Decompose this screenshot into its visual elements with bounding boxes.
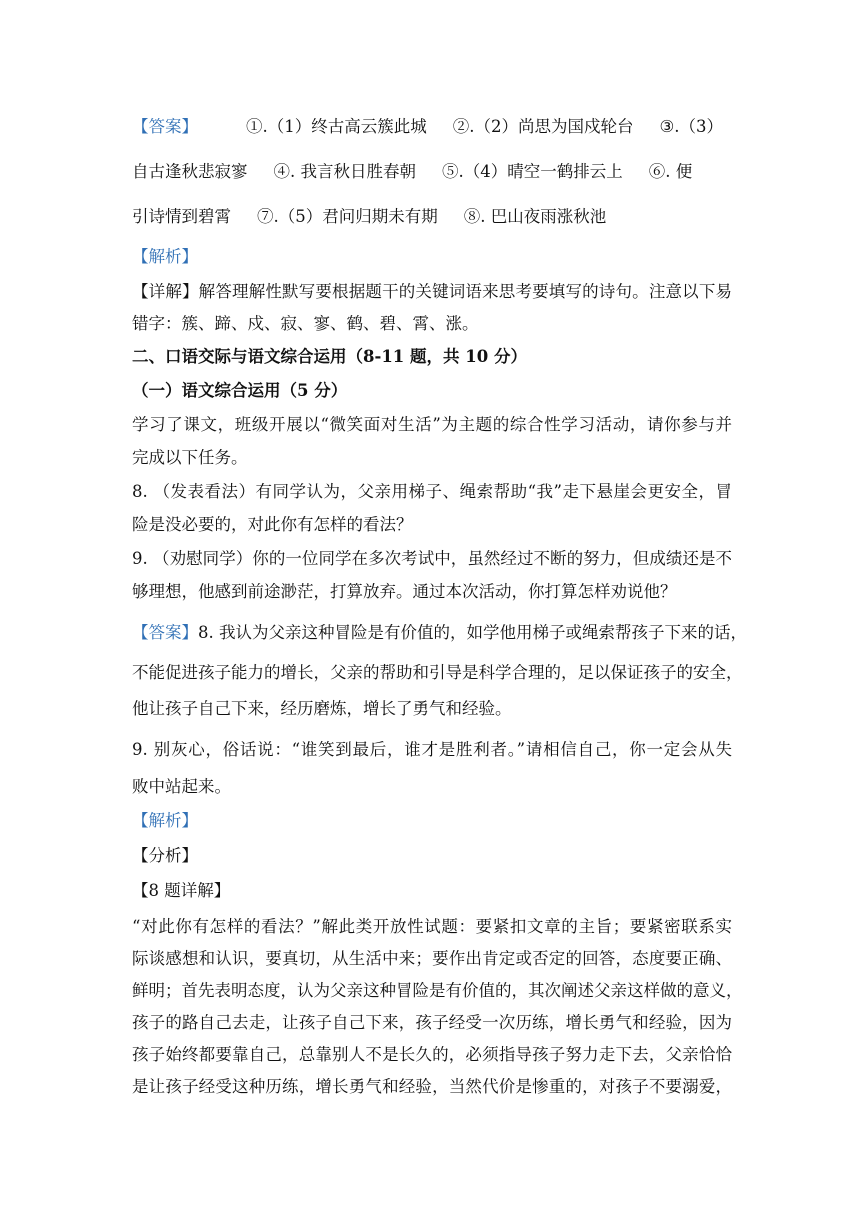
answer-8-text: 8. 我认为父亲这种冒险是有价值的，如学他用梯子或绳索帮孩子下来的话， [198, 623, 747, 642]
section-title: 二、口语交际与语文综合运用（8-11 题，共 10 分） [132, 347, 527, 366]
question-9: 9. （劝慰同学）你的一位同学在多次考试中，虽然经过不断的努力，但成绩还是不 [132, 549, 732, 568]
answer-8-text: 不能促进孩子能力的增长，父亲的帮助和引导是科学合理的，足以保证孩子的安全， [132, 663, 743, 682]
explanation-text: 孩子始终都要靠自己，总靠别人不是长久的，必须指导孩子努力走下去，父亲恰恰 [132, 1045, 732, 1064]
detail-text: 错字：簇、蹄、戍、寂、寥、鹤、碧、霄、涨。 [132, 314, 479, 333]
answer-item: 自古逢秋悲寂寥 [132, 162, 248, 181]
analysis-label: 【解析】 [132, 811, 198, 830]
answer-item: ⑤.（4）晴空一鹤排云上 [442, 162, 623, 181]
answer-9-text: 9. 别灰心，俗话说：“谁笑到最后，谁才是胜利者。”请相信自己，你一定会从失 [132, 740, 732, 759]
answer-item: ③.（3） [659, 117, 724, 136]
answer-item: 引诗情到碧霄 [132, 207, 231, 226]
answer1-line1 [132, 116, 732, 138]
explanation-text: 是让孩子经受这种历练，增长勇气和经验，当然代价是惨重的，对孩子不要溺爱， [132, 1077, 732, 1096]
explanation-text: 际谈感想和认识，要真切，从生活中来；要作出肯定或否定的回答，态度要正确、 [132, 949, 732, 968]
q8-detail-label: 【8 题详解】 [132, 881, 231, 900]
intro-text: 完成以下任务。 [132, 448, 248, 467]
answer-item: ⑧. 巴山夜雨涨秋池 [463, 207, 607, 226]
subsection-title: （一）语文综合运用（5 分） [132, 381, 348, 400]
fenxi-label: 【分析】 [132, 846, 198, 865]
intro-text: 学习了课文，班级开展以“微笑面对生活”为主题的综合性学习活动，请你参与并 [132, 415, 732, 434]
answer1-line2 [132, 161, 732, 183]
answer-label: 【答案】 [132, 623, 198, 642]
answer1-line3 [132, 206, 732, 228]
question-9: 够理想，他感到前途渺茫，打算放弃。通过本次活动，你打算怎样劝说他？ [132, 582, 677, 601]
answer-label: 【答案】 [132, 117, 198, 136]
question-8: 8. （发表看法）有同学认为，父亲用梯子、绳索帮助“我”走下悬崖会更安全，冒 [132, 482, 732, 501]
question-8: 险是没必要的，对此你有怎样的看法？ [132, 515, 413, 534]
answer-9-text: 败中站起来。 [132, 777, 231, 796]
analysis-label: 【解析】 [132, 247, 198, 266]
explanation-text: 鲜明；首先表明态度，认为父亲这种冒险是有价值的，其次阐述父亲这样做的意义， [132, 981, 743, 1000]
answer-item: ⑦.（5）君问归期未有期 [257, 207, 438, 226]
answer-item: ①.（1）终古高云簇此城 [246, 117, 427, 136]
answer-item: ④. 我言秋日胜春朝 [273, 162, 416, 181]
explanation-text: 孩子的路自己去走，让孩子自己下来，孩子经受一次历练，增长勇气和经验，因为 [132, 1013, 732, 1032]
detail-text: 【详解】解答理解性默写要根据题干的关键词语来思考要填写的诗句。注意以下易 [132, 282, 732, 301]
explanation-text: “对此你有怎样的看法？”解此类开放性试题：要紧扣文章的主旨；要紧密联系实 [132, 917, 732, 936]
answer-item: ⑥. 便 [648, 162, 693, 181]
answer2-line1 [132, 622, 747, 644]
answer-8-text: 他让孩子自己下来，经历磨炼，增长了勇气和经验。 [132, 699, 512, 718]
answer-item: ②.（2）尚思为国戍轮台 [452, 117, 634, 136]
